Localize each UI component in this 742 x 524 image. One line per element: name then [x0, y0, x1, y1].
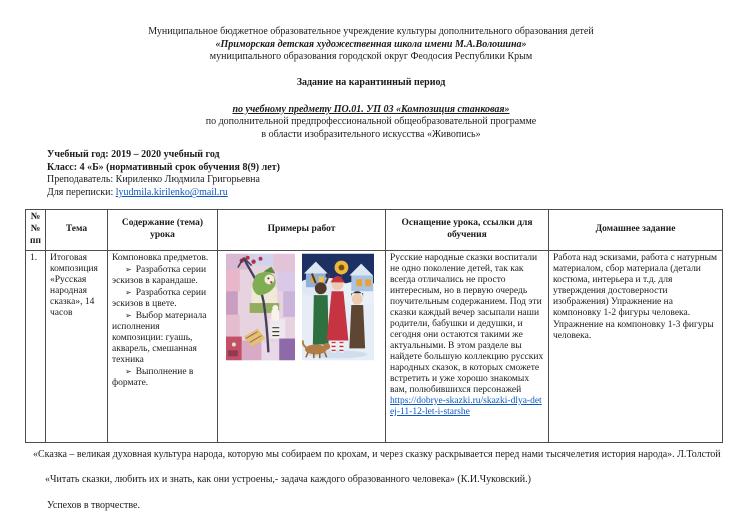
cell-equipment — [386, 250, 549, 442]
closing-wish: Успехов в творчестве. — [47, 499, 140, 511]
document-title: Задание на карантинный период — [296, 77, 446, 89]
arrow-bullet-icon: ➢ — [125, 366, 132, 376]
artwork-example-winter-scene-painting — [302, 253, 374, 361]
content-item-text: Выполнение в формате. — [112, 366, 194, 388]
cell-content — [108, 250, 218, 442]
cell-row-number: 1. — [26, 250, 46, 442]
teacher-email-link[interactable]: lyudmila.kirilenko@mail.ru — [115, 187, 228, 199]
subject-line: по учебному предмету ПО.01. УП 03 «Композиция станковая» — [232, 103, 510, 115]
children-painting-fairy-tale-collage — [226, 253, 295, 361]
org-name-line1: Муниципальное бюджетное образовательное учреждение культуры дополнительного образования детей — [148, 26, 594, 37]
artwork-examples — [222, 253, 381, 361]
cell-homework — [549, 250, 723, 442]
artwork-example-collage-painting — [226, 253, 295, 361]
content-item-text: Выбор материала исполнения композиции: гуашь, акварель, смешанная техника — [112, 310, 207, 365]
chukovsky-quote: «Читать сказки, любить их и знать, как они устроены,- задача каждого образованного человека» (К.И.Чуковский.) — [45, 473, 531, 485]
lesson-plan-table — [25, 209, 723, 443]
arrow-bullet-icon: ➢ — [125, 287, 132, 297]
table-row — [26, 250, 723, 442]
content-item — [112, 265, 213, 287]
teacher-line: Преподаватель: Кириленко Людмила Григорьевна — [47, 174, 260, 186]
content-item — [112, 288, 213, 310]
tolstoy-quote: «Сказка – великая духовная культура народа, которую мы собираем по крохам, и через сказку раскрывается перед нами тысячелетия история народа». Л.Толстой — [33, 448, 721, 460]
correspondence-label: Для переписки: — [47, 187, 116, 199]
children-painting-winter-folk-scene — [302, 253, 374, 361]
school-year-line: Учебный год: 2019 – 2020 учебный год — [47, 148, 220, 160]
cell-theme: Итоговая композиция «Русская народная сказка», 14 часов — [46, 250, 108, 442]
homework-paragraph-2: Упражнение на компоновку 1-3 фигуры человека. — [553, 319, 714, 341]
document-header — [0, 0, 742, 142]
header-equipment: Оснащение урока, ссылки для обучения — [386, 210, 549, 251]
content-item — [112, 311, 213, 366]
equipment-text: Русские народные сказки воспитали не одно поколение детей, так как всегда отличались не просто интересным, но в первую очередь поучительным содержанием. Под эти сказки каждый вечер засыпали наши родители, бабушки и дедушки, и сегодня они остаются такими же актуальными. В этом разделе вы найдете большую коллекцию русских народных сказок, в которых сможете встретить и уже хорошо знакомых вам, полюбившихся персонажей — [390, 252, 544, 395]
header-number: №№ пп — [26, 210, 46, 251]
content-item-text: Разработка серии эскизов в карандаше. — [112, 264, 207, 286]
header-theme: Тема — [46, 210, 108, 251]
header-homework: Домашнее задание — [549, 210, 723, 251]
course-info-block — [47, 149, 742, 200]
content-item — [112, 367, 213, 389]
org-name-line3: муниципального образования городской округ Феодосия Республики Крым — [209, 51, 533, 63]
skazki-resource-link[interactable]: https://dobrye-skazki.ru/skazki-dlya-detej-11-12-let-i-starshe — [390, 395, 542, 417]
table-header-row — [26, 210, 723, 251]
program-line1: по дополнительной предпрофессиональной общеобразовательной программе — [205, 116, 537, 128]
arrow-bullet-icon: ➢ — [125, 310, 132, 320]
program-line2: в области изобразительного искусства «Живопись» — [261, 129, 481, 141]
header-examples: Примеры работ — [218, 210, 386, 251]
class-line: Класс: 4 «Б» (нормативный срок обучения 8(9) лет) — [47, 161, 280, 173]
arrow-bullet-icon: ➢ — [125, 264, 132, 274]
content-item-text: Разработка серии эскизов в цвете. — [112, 287, 207, 309]
cell-examples — [218, 250, 386, 442]
header-content: Содержание (тема) урока — [108, 210, 218, 251]
correspondence-line — [47, 187, 742, 200]
homework-paragraph-1: Работа над эскизами, работа с натурным материалом, сбор материала (детали костюма, интерьера и т.д. для утверждения достоверности изображения) Упражнение на компоновку 1-2 фигуры человека. — [553, 252, 718, 318]
document-footer — [25, 448, 727, 512]
org-name-line2: «Приморская детская художественная школа имени М.А.Волошина» — [215, 38, 527, 50]
content-intro: Компоновка предметов. — [112, 252, 209, 263]
